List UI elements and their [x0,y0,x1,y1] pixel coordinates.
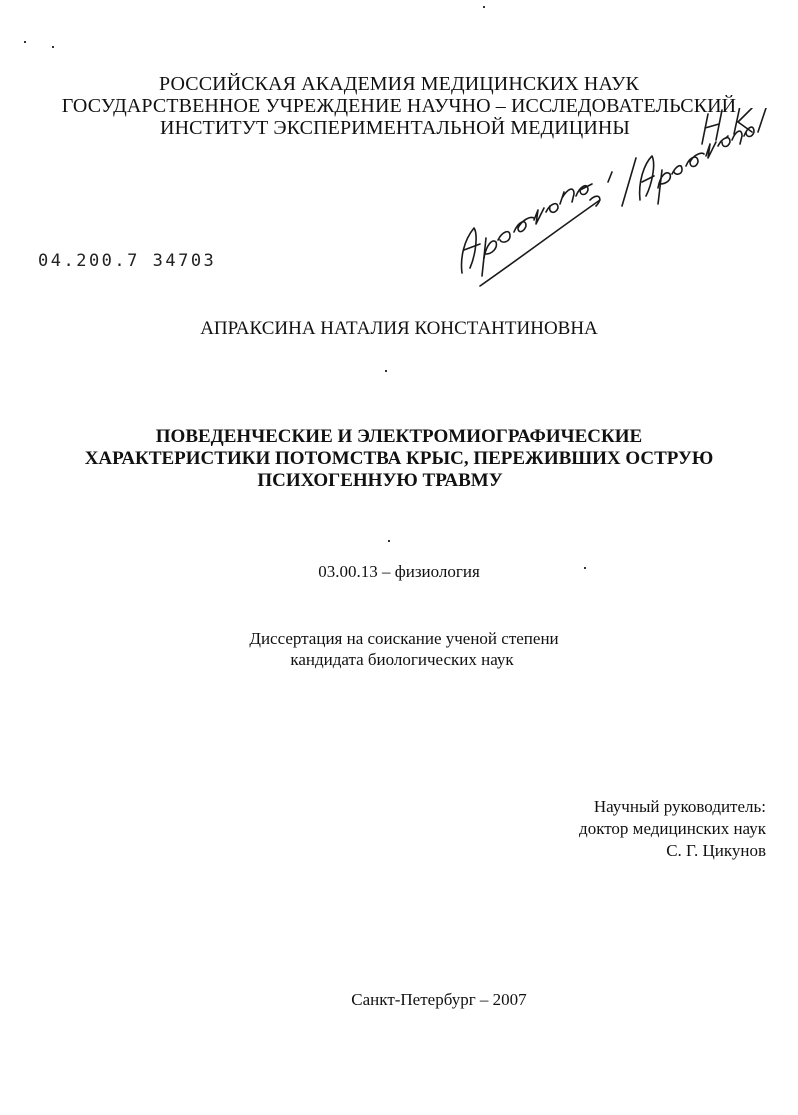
institution-line-3: ИНСТИТУТ ЭКСПЕРИМЕНТАЛЬНОЙ МЕДИЦИНЫ [160,117,630,139]
title-line-1: ПОВЕДЕНЧЕСКИЕ И ЭЛЕКТРОМИОГРАФИЧЕСКИЕ [155,426,643,447]
supervisor-name: С. Г. Цикунов [666,841,766,860]
title-line-2: ХАРАКТЕРИСТИКИ ПОТОМСТВА КРЫС, ПЕРЕЖИВШИХ ОСТРУЮ [84,448,714,469]
city-year: Санкт-Петербург – 2007 [351,990,527,1009]
supervisor-label: Научный руководитель: [593,797,766,816]
dissertation-line-2: кандидата биологических наук [290,650,514,669]
registration-code: 04.200.7 34703 [38,251,217,271]
scan-speck [385,370,387,372]
specialty-code: 03.00.13 – физиология [318,562,480,581]
dissertation-line-1: Диссертация на соискание ученой степени [249,629,559,648]
scan-speck [388,540,390,542]
scan-speck [483,6,485,8]
scan-speck [24,41,26,43]
institution-line-1: РОССИЙСКАЯ АКАДЕМИЯ МЕДИЦИНСКИХ НАУК [159,73,639,95]
institution-line-2: ГОСУДАРСТВЕННОЕ УЧРЕЖДЕНИЕ НАУЧНО – ИССЛЕДОВАТЕЛЬСКИЙ [61,95,737,117]
scan-speck [52,46,54,48]
title-line-3: ПСИХОГЕННУЮ ТРАВМУ [257,470,503,491]
supervisor-degree: доктор медицинских наук [579,819,766,838]
handwritten-signature [440,108,770,288]
author-name: АПРАКСИНА НАТАЛИЯ КОНСТАНТИНОВНА [200,318,598,339]
